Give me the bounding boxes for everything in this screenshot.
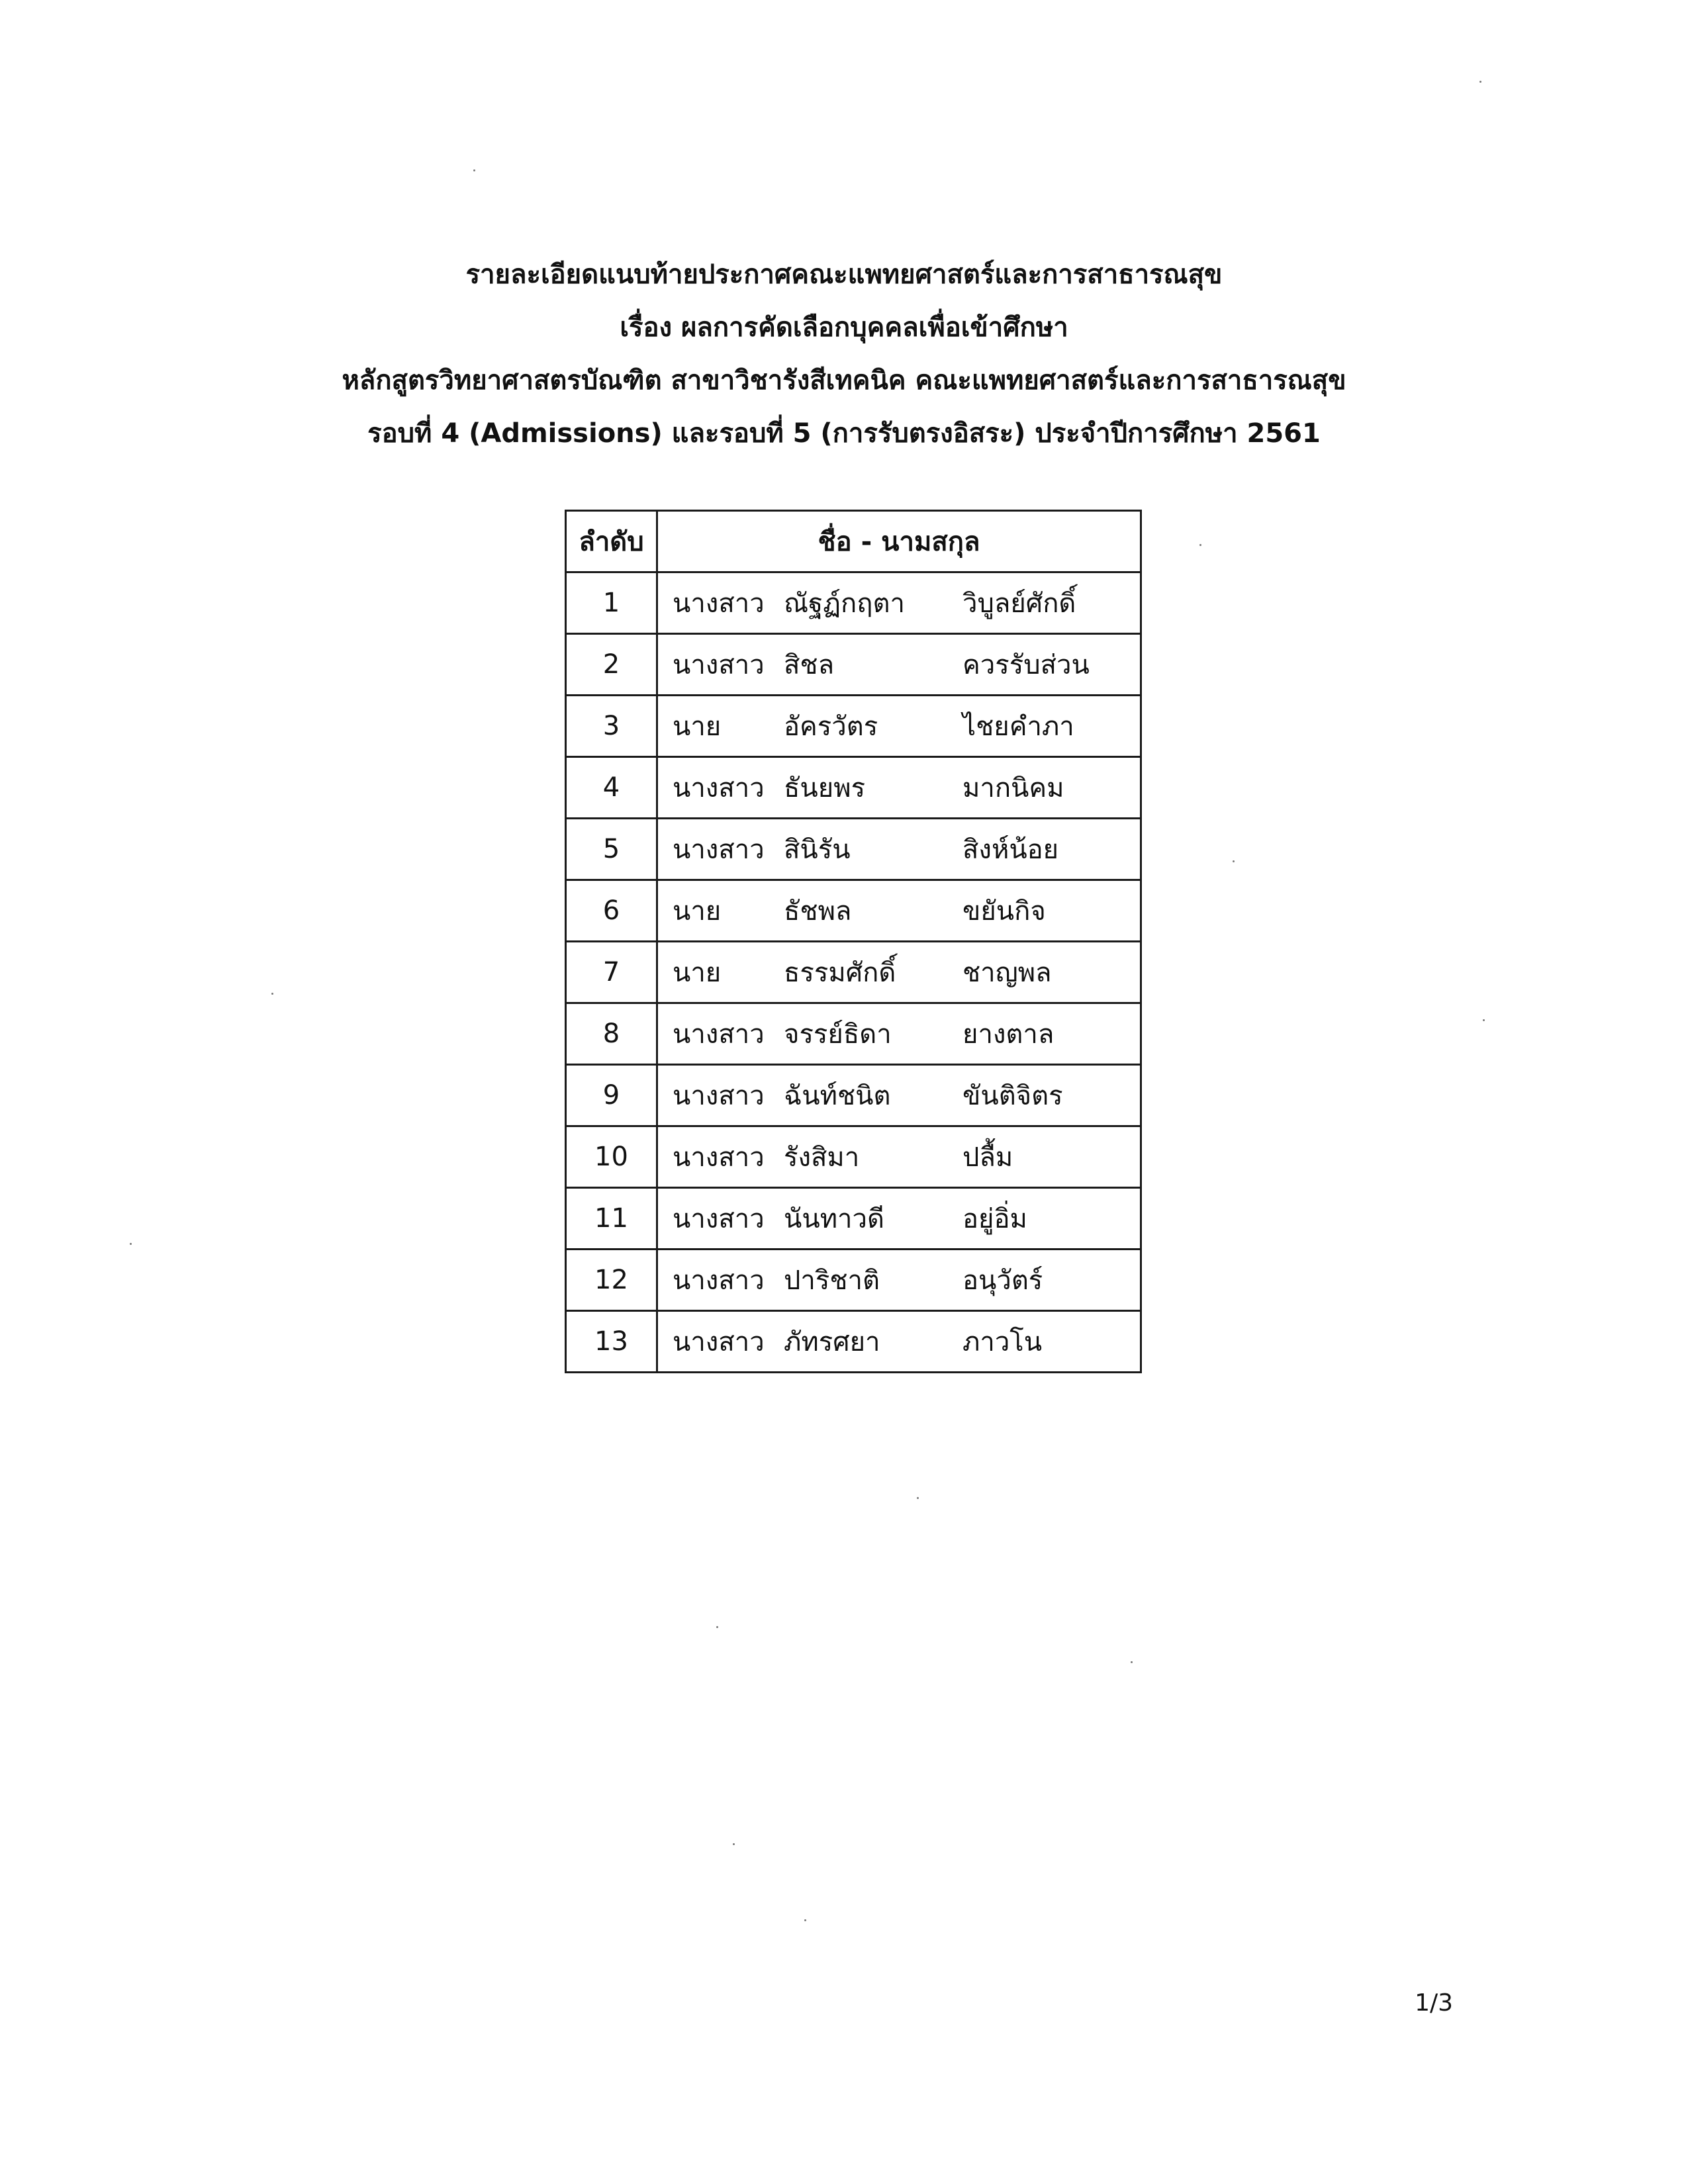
row-full-name: [657, 1126, 1141, 1188]
table-row: [566, 819, 1141, 880]
table-row: [566, 696, 1141, 757]
first-name: ธรรมศักดิ์: [784, 958, 896, 988]
scan-speck: [130, 1243, 132, 1245]
name-title: นางสาว: [673, 588, 765, 619]
name-title: นาย: [673, 958, 722, 988]
first-name: ฉันท์ชนิต: [784, 1081, 891, 1111]
name-title: นาย: [673, 896, 722, 927]
row-order-number: 13: [566, 1311, 657, 1373]
row-order-number: 4: [566, 757, 657, 819]
last-name: วิบูลย์ศักดิ์: [962, 588, 1076, 619]
name-title: นางสาว: [673, 650, 765, 680]
table-row: [566, 880, 1141, 942]
name-title: นางสาว: [673, 835, 765, 865]
name-title: นางสาว: [673, 773, 765, 803]
last-name: สิงห์น้อย: [962, 835, 1059, 865]
last-name: อนุวัตร์: [962, 1265, 1043, 1296]
scan-speck: [1233, 860, 1235, 862]
name-title: นางสาว: [673, 1142, 765, 1173]
heading-line-3: หลักสูตรวิทยาศาสตรบัณฑิต สาขาวิชารังสีเทคนิค คณะแพทยศาสตร์และการสาธารณสุข: [342, 365, 1346, 396]
row-full-name: [657, 942, 1141, 1003]
table-body: [566, 572, 1141, 1373]
row-order-number: 10: [566, 1126, 657, 1188]
first-name: นันทาวดี: [784, 1204, 884, 1234]
first-name: ปาริชาติ: [784, 1265, 880, 1296]
row-order-number: 11: [566, 1188, 657, 1250]
last-name: ขันติจิตร: [962, 1081, 1063, 1111]
table-row: [566, 757, 1141, 819]
row-full-name: [657, 819, 1141, 880]
heading-line-4: รอบที่ 4 (Admissions) และรอบที่ 5 (การรับตรงอิสระ) ประจำปีการศึกษา 2561: [367, 418, 1321, 449]
first-name: ณัฐฏ์กฤตา: [784, 588, 905, 619]
scan-speck: [733, 1843, 735, 1845]
scan-speck: [1483, 1019, 1485, 1021]
name-title: นางสาว: [673, 1265, 765, 1296]
heading-line-2: เรื่อง ผลการคัดเลือกบุคคลเพื่อเข้าศึกษา: [620, 312, 1068, 343]
first-name: ธัชพล: [784, 896, 852, 927]
row-order-number: 7: [566, 942, 657, 1003]
row-full-name: [657, 1311, 1141, 1373]
table-row: [566, 1311, 1141, 1373]
first-name: สินิรัน: [784, 835, 851, 865]
first-name: จรรย์ธิดา: [784, 1019, 892, 1050]
header-order: ลำดับ: [566, 511, 657, 572]
name-title: นางสาว: [673, 1019, 765, 1050]
last-name: ยางตาล: [962, 1019, 1055, 1050]
header-full-name: ชื่อ - นามสกุล: [657, 511, 1141, 572]
last-name: มากนิคม: [962, 773, 1064, 803]
first-name: สิชล: [784, 650, 835, 680]
name-title: นางสาว: [673, 1081, 765, 1111]
scan-speck: [804, 1919, 806, 1921]
page-number: 1/3: [1415, 1989, 1453, 2017]
row-full-name: [657, 757, 1141, 819]
last-name: ไชยคำภา: [962, 711, 1074, 742]
last-name: อยู่อิ่ม: [962, 1204, 1027, 1234]
row-full-name: [657, 1250, 1141, 1311]
row-order-number: 1: [566, 572, 657, 634]
row-order-number: 9: [566, 1065, 657, 1126]
scan-speck: [716, 1626, 718, 1628]
table-row: [566, 1250, 1141, 1311]
row-full-name: [657, 1188, 1141, 1250]
row-order-number: 5: [566, 819, 657, 880]
row-full-name: [657, 634, 1141, 696]
row-full-name: [657, 572, 1141, 634]
row-order-number: 8: [566, 1003, 657, 1065]
first-name: ภัทรศยา: [784, 1327, 880, 1357]
name-title: นางสาว: [673, 1204, 765, 1234]
last-name: ขยันกิจ: [962, 896, 1046, 927]
name-title: นางสาว: [673, 1327, 765, 1357]
row-full-name: [657, 1065, 1141, 1126]
table-row: [566, 1065, 1141, 1126]
scan-speck: [1199, 544, 1201, 546]
row-order-number: 6: [566, 880, 657, 942]
admission-results-table: [565, 510, 1142, 1373]
scan-speck: [271, 993, 273, 995]
row-full-name: [657, 880, 1141, 942]
row-full-name: [657, 1003, 1141, 1065]
table-header-row: [566, 511, 1141, 572]
scan-speck: [1479, 81, 1481, 83]
row-full-name: [657, 696, 1141, 757]
table-row: [566, 942, 1141, 1003]
last-name: ภาวโน: [962, 1327, 1043, 1357]
row-order-number: 3: [566, 696, 657, 757]
first-name: รังสิมา: [784, 1142, 860, 1173]
last-name: ปลื้ม: [962, 1142, 1013, 1173]
name-title: นาย: [673, 711, 722, 742]
table-row: [566, 1126, 1141, 1188]
scan-speck: [1131, 1661, 1133, 1663]
last-name: ควรรับส่วน: [962, 650, 1090, 680]
row-order-number: 2: [566, 634, 657, 696]
scan-speck: [917, 1497, 919, 1499]
first-name: ธันยพร: [784, 773, 866, 803]
row-order-number: 12: [566, 1250, 657, 1311]
scan-speck: [473, 169, 475, 171]
table-row: [566, 1003, 1141, 1065]
table-row: [566, 1188, 1141, 1250]
heading-line-1: รายละเอียดแนบท้ายประกาศคณะแพทยศาสตร์และการสาธารณสุข: [465, 259, 1223, 290]
table-row: [566, 634, 1141, 696]
last-name: ชาญพล: [962, 958, 1052, 988]
first-name: อัครวัตร: [784, 711, 878, 742]
table-row: [566, 572, 1141, 634]
